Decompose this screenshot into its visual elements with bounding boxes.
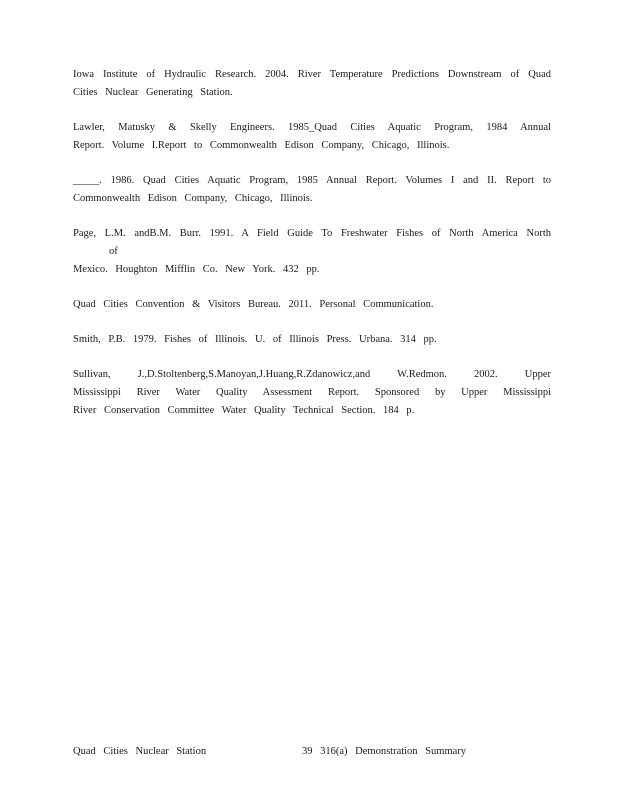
footer-page-title: 39 316(a) Demonstration Summary	[302, 746, 467, 757]
reference-entry	[73, 366, 551, 420]
reference-line: Commonwealth Edison Company, Chicago, Illinois.	[73, 193, 313, 204]
reference-line: Smith, P.B. 1979. Fishes of Illinois. U. of Illinois Press. Urbana. 314 pp.	[73, 334, 437, 345]
repeated-author-dash: _____.	[73, 175, 102, 186]
reference-list	[73, 66, 551, 437]
reference-line: Cities Nuclear Generating Station.	[73, 87, 233, 98]
reference-line: River Conservation Committee Water Quality Technical Section. 184 p.	[73, 405, 415, 416]
reference-line: Iowa Institute of Hydraulic Research. 2004. River Temperature Predictions Downstream of Quad	[73, 69, 551, 80]
reference-line: Page, L.M. andB.M. Burr. 1991. A Field Guide To Freshwater Fishes of North America North of	[73, 228, 551, 257]
reference-line: Lawler, Matusky & Skelly Engineers. 1985_Quad Cities Aquatic Program, 1984 Annual	[73, 122, 551, 133]
reference-line: Mexico. Houghton Mifflin Co. New York. 432 pp.	[73, 264, 320, 275]
reference-line: Quad Cities Convention & Visitors Bureau. 2011. Personal Communication.	[73, 299, 434, 310]
reference-entry	[73, 296, 551, 314]
reference-line: Sullivan, J.,D.Stoltenberg,S.Manoyan,J.Huang,R.Zdanowicz,and W.Redmon. 2002. Upper	[73, 369, 551, 380]
reference-entry	[73, 225, 551, 279]
reference-line-text: 1986. Quad Cities Aquatic Program, 1985 Annual Report. Volumes I and II. Report to	[110, 175, 551, 186]
reference-line: Mississippi River Water Quality Assessment Report. Sponsored by Upper Mississippi	[73, 387, 551, 398]
reference-entry	[73, 172, 551, 208]
reference-entry	[73, 331, 551, 349]
reference-line	[73, 172, 551, 190]
reference-entry	[73, 66, 551, 102]
reference-line: Report. Volume I.Report to Commonwealth Edison Company, Chicago, Illinois.	[73, 140, 450, 151]
footer-station-name: Quad Cities Nuclear Station	[73, 746, 207, 757]
reference-entry	[73, 119, 551, 155]
